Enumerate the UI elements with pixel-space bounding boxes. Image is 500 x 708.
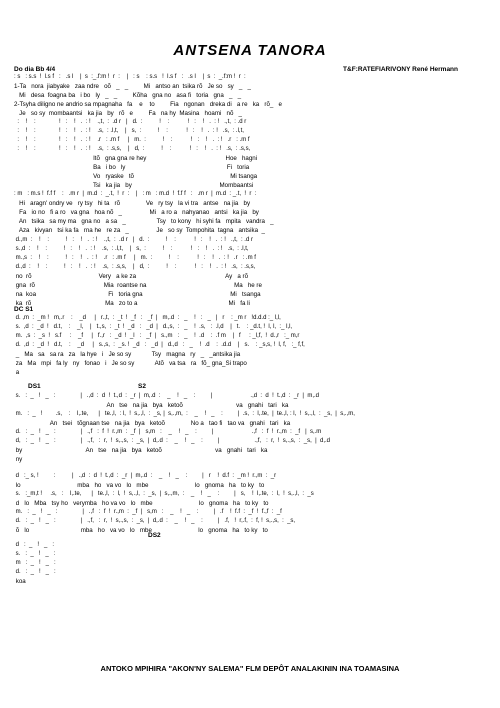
alto-line: s. ,d : _d ! d.t, : _l, | t.,s, : _t ! _d : _d | d.,s, : _ ! .s, : .l,d | t. : _d.t, ! l, l, :_ l,l, [14, 324, 293, 330]
bass-line: d, : _ ! _ : | .,f, : r, ! s,.,s, : _s, | d,.d : _ ! _ : | .,f, : r, ! s,.,s, : _s, | d,.d [14, 438, 330, 444]
ds2-mark: DS2 [148, 532, 161, 539]
lyric-line: ny [14, 456, 23, 463]
lyric-line: na koa Fi toria gna Mi tsanga [14, 291, 261, 298]
lyric-line: 1-Ta nora jiabyake zaa ndre oõ _ _ Mi antso an tsika rõ Je so sy _ _ [14, 83, 251, 90]
alto-line: s. :_m,t ! .s, : l,.te, | te.,l, : l, ! s,.,l, : _s, | s,.,m, : _ ! _ : | s, ! l,.te, : l, ! s,.,l, : _s [14, 491, 314, 497]
lyric-line: Fa io no fi a ro va gna hoa nõ _ Mi a ro a nahyanao antsi ka jia by [14, 209, 259, 216]
lyric-line: Mi desa foagna ba i bo ly _ _ Kõha gna no asa fi toria gna _ _ [14, 92, 242, 99]
bass-line: d. : _ ! _ : [14, 569, 56, 575]
system-5 [14, 236, 488, 272]
lyric-line: 2-Tsyha diligno ne andrio sa mpagnaha fa e to Fia ngonan dreka di a re ka rõ_ e [14, 101, 282, 108]
system-4 [14, 190, 488, 235]
soprano-line: d :_ s, ! : | .,d : d ! t.,d : _r | m,.d : _ ! _ : | r ! d.f : _m ! r.,m : _r [14, 473, 277, 479]
lyric-line: An tsei tõgnaan tse na jia bya ketoõ No a tao fi tao va gnahi tari ka [14, 420, 291, 427]
s2-mark: S2 [138, 383, 146, 390]
song-title: ANTSENA TANORA [173, 42, 327, 59]
tenor-line: d. : _ ! _ : | .,f : f ! r.,m : _f | s,m : _ ! _ : | .,f : f ! r.,m : _f | s,.m [14, 429, 322, 435]
lyric-line: Tsi ka jia by Mombaantsi [14, 182, 254, 189]
bass-line: d.,d : ! : ! : ! . : ! .s, : .s,s, | d, : ! : ! : ! . : ! .s, : .s,s, [14, 264, 256, 270]
lyric-line: An tse na jia bya ketoõ va gnahi tari ka [14, 402, 289, 409]
tenor-line: s.,d : ! : ! : ! . : ! .s, : .l,t, | s, : ! : ! : ! . : ! .s, : .l,t, [14, 246, 249, 252]
alto-line: s. : _ ! _ : [14, 551, 56, 557]
lyric-line: gna rõ Mia roantse na Ma he re [14, 282, 262, 289]
soprano-line: : m : m.s ! f.f f : .m r | m.d : _.t, ! r : | : m : m.d ! f.f f : .m r | m.d : _.t, ! r : [14, 191, 257, 197]
lyric-line: Aza kivyan tsi ka fa rna he re za _ Je so sy Tompohita tagna antsika _ [14, 227, 265, 234]
lyric-line: Hi aragn' ondry ve ry tsy hi ta rõ Ve ry tsy la vi tra antse na jia by [14, 200, 251, 207]
bass-line: : ! : ! : ! . : ! .s, : .s,s, | d, : ! : ! : ! . : ! .s, : .s,s, [14, 146, 251, 152]
lyric-line: lo mba ho va vo lo mbe lo gnoma ha to ky to [14, 482, 265, 489]
bass-line: m.,s : ! : ! : ! . : ! .r : .m f | m. : ! : ! : ! . : ! .r : .m f [14, 255, 256, 261]
soprano-line: d. ,m : _m ! m,.r : _d | r.,t, : _t ! _f : _f | m,.d : _ ! : _ | r : _m r !d.d.d :_ l,l, [14, 315, 281, 321]
lyric-line: _ Ma sa sa ra za la hye i Je so sy Tsy magna ry _ _antsika jia [14, 351, 241, 358]
alto-line: : ! : ! : ! . : ! .,t, : .d r | d. : ! : ! : ! . : ! .,t, : .d r [14, 119, 247, 125]
dc-s1-mark: DC S1 [14, 306, 34, 313]
system-9 [14, 472, 488, 535]
lyric-line: õ lo mba ho va vo lo mbe lo gnoma ha to ky to [14, 527, 268, 534]
lyric-line: Ba i bo ly Fi toria [14, 164, 250, 171]
system-1 [14, 73, 488, 118]
soprano-line: s. : _ ! _ : | .,d : d ! t.,d : _r | m,.d : _ ! _ : | .,d : d ! t.,d : _r | m,.d [14, 393, 319, 399]
lyric-line: An tsika sa my ma gna no a sa _ Tsy to kony hi syhi fa mpita vandra _ [14, 218, 274, 225]
bass-line: d. ,d : _d ! d.t, : _d | s.,s, : _s. ! _d : _d | d.,d : _ ! .d : .d.d | s. : _s,s, ! l, f, :_ f,f, [14, 342, 305, 348]
system-7 [14, 314, 488, 377]
tenor-line: : ! : ! : ! . : ! .s, : .l,t, | s, : ! : ! : ! . : ! .s, : .l,t, [14, 128, 244, 134]
system-3 [14, 154, 488, 190]
soprano-line: : s : s.s ! l.s f : .s l | s :_.f:m ! r : | : s : s.s ! l.s f : .s l | s : _.f:m ! r : [14, 74, 246, 80]
lyric-line: by An tse na jia bya ketoõ va gnahi tari ka [14, 447, 268, 454]
tenor-line: m. ,s : _s ! s.f : _f | f.,r : _d ! _l : _f | s.,m : _ ! .d : .f m | f : _l,f, ! d.,r :_ m,r [14, 333, 300, 339]
tenor-line: m : _ ! _ : [14, 560, 56, 566]
lyric-line: no rõ Very a ke za Ay a rõ [14, 273, 249, 280]
alto-line: d.,m : ! : ! : ! . : ! .,t, : .d r | d. : ! : ! : ! . : ! .,t, : .d r [14, 237, 253, 243]
lyric-line: a [14, 369, 20, 376]
lyric-line: ka rõ Ma zo to a Mi fa li [14, 300, 250, 307]
soprano-line: d : _ ! _ : [14, 542, 55, 548]
tenor-line: m. : _ ! _ : | .,f : f ! r.,m : _f | s,m : _ ! _ : | .f ! f.f : _f ! f.,f : _f [14, 509, 282, 515]
bass-line: d. : _ ! _ : | .,f, : r, ! s,.,s, : _s, | d,.d : _ ! _ : | .f, ! r,.f, : f, ! s,.,s, : _s, [14, 518, 296, 524]
lyric-line: Vo ryaske tõ Mi tsanga [14, 173, 258, 180]
lyric-line: za Ma mpi fa ly ny fonao i Je so sy Atõ va tsa ra fõ_ gna_Si trapo [14, 360, 247, 367]
system-6 [14, 272, 488, 308]
authors: T&F:RATEFIARIVONY René Hermann [343, 66, 458, 73]
system-8 [14, 392, 488, 464]
key-signature: Do dia Bb 4/4 [14, 66, 56, 73]
choir-footer: ANTOKO MPIHIRA "AKON'NY SALEMA" FLM DEPÔT ANALAKININ INA TOAMASINA [100, 664, 400, 673]
system-10 [14, 541, 488, 586]
bass-line: : ! : ! : ! . : ! .r : .m f | m. : ! : ! : ! . : ! .r : .m f [14, 137, 250, 143]
lyric-line: Itõ gna gna re hey Hoe hagni [14, 155, 258, 162]
lyric-line: koa [14, 578, 26, 585]
lyric-line: Je so sy mombaantsi ka jia by rõ e Fa na hy Masina hoami nõ _ [14, 110, 243, 117]
alto-line: m. : _ ! .s, : l,.te, | te.,l, : l, ! s,.,l, : _s, | s,.,m, : _ ! _ : | .s, : l,.te, | te.,l, : l, ! s,.,l, : _s, | s,.,m, [14, 411, 355, 417]
ds1-mark: DS1 [28, 383, 41, 390]
lyric-line: d lo Mba tsy ho verymba ho va vo lo mbe lo gnoma ha to ky to [14, 500, 269, 507]
system-2 [14, 118, 488, 154]
